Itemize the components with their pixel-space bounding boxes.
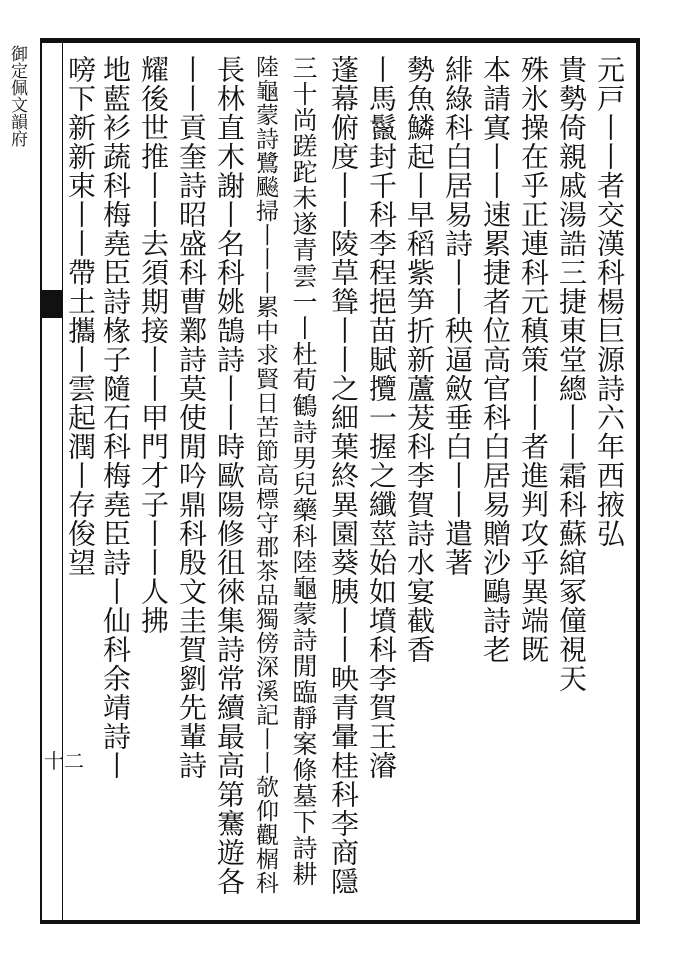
text-column-15: 嗙下新新束丨丨帶土攜丨雲起潤丨存俊望: [64, 55, 97, 577]
frame-right-rule: [636, 38, 640, 924]
text-column-5: 緋綠科白居易詩丨丨秧逼斂垂白丨丨遣著: [441, 55, 474, 577]
page-number: 十二: [44, 749, 84, 773]
text-column-7: 丨馬鬣封千科李程挹苗賦攬一握之纖莖始如墳科李賀王濬: [365, 55, 398, 780]
frame-left-inner-rule: [62, 43, 63, 920]
fish-tail-mark: [41, 290, 62, 318]
frame-bottom-rule: [40, 920, 638, 924]
text-column-14: 地藍衫蔬科梅堯臣詩椽子隨石科梅堯臣詩丨仙科余靖詩丨: [99, 55, 132, 780]
text-column-6: 勢魚鱗起丨早稻紫笋折新蘆茇科李賀詩水宴截香: [403, 55, 436, 664]
text-column-13: 耀後世推丨丨去須期接丨丨甲門才子丨丨人拂: [137, 55, 170, 635]
text-column-3: 殊氷操在乎正連科元稹策丨丨者進判攻乎異端既: [517, 55, 550, 664]
text-column-4: 本請寘丨丨速累捷者位高官科白居易贈沙鷗詩老: [479, 55, 512, 664]
text-column-2: 貴勢倚親戚湯誥三捷東堂總丨丨霜科蘇綰冢僮視天: [555, 55, 588, 693]
text-column-9: 三十尚蹉跎未遂青雲一丨杜荀鶴詩男兒藥科陸龜蒙詩閒臨靜案條墓下詩耕: [289, 55, 318, 887]
text-column-8: 蓬幕俯度丨丨陵草聳丨丨之細葉終異園葵胰丨丨映青暈桂科李商隱: [327, 55, 360, 896]
frame-top-rule: [40, 38, 638, 43]
text-column-11: 長林直木謝丨名科姚鵠詩丨丨時歐陽修徂徠集詩常續最高第騫遊各: [213, 55, 246, 896]
frame-left-outer-rule: [40, 38, 42, 924]
margin-title: 御定佩文韻府: [7, 45, 27, 147]
text-column-10: 陸龜蒙詩鷺飈掃丨丨丨累中求賢日苦節高標守郡茶品獨傍深溪記丨丨欹仰觀榍科: [252, 55, 278, 895]
text-column-12: 丨丨貢奎詩昭盛科曹鄴詩莫使閒吟鼎科殷文圭賀劉先輩詩: [175, 55, 208, 780]
text-column-1: 元戸丨丨者交漢科楊巨源詩六年西掖弘: [593, 55, 626, 548]
